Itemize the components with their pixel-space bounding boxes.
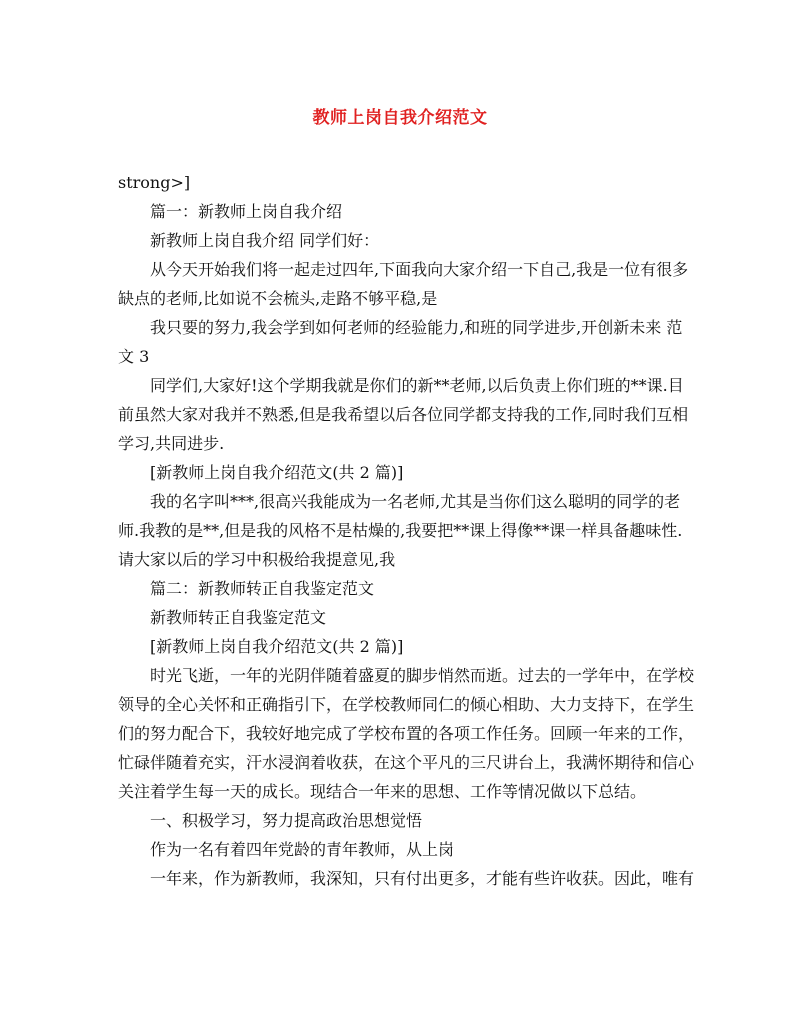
paragraph-line: 前虽然大家对我并不熟悉,但是我希望以后各位同学都支持我的工作,同时我们互相	[118, 405, 689, 424]
paragraph-line: 请大家以后的学习中积极给我提意见,我	[118, 550, 396, 569]
paragraph-line: 领导的全心关怀和正确指引下，在学校教师同仁的倾心相助、大力支持下，在学生	[118, 695, 695, 714]
paragraph-line: 时光飞逝，一年的光阴伴随着盛夏的脚步悄然而逝。过去的一学年中，在学校	[150, 666, 695, 685]
document-title: 教师上岗自我介绍范文	[312, 108, 488, 128]
paragraph-line: 们的努力配合下，我较好地完成了学校布置的各项工作任务。回顾一年来的工作，	[118, 724, 695, 743]
section-heading-2: 篇二：新教师转正自我鉴定范文	[150, 579, 375, 598]
paragraph-line: 从今天开始我们将一起走过四年,下面我向大家介绍一下自己,我是一位有很多	[150, 260, 689, 279]
paragraph-line: 关注着学生每一天的成长。现结合一年来的思想、工作等情况做以下总结。	[118, 782, 647, 801]
paragraph-line: 学习,共同进步.	[118, 434, 225, 453]
paragraph-line: 同学们,大家好!这个学期我就是你们的新**老师,以后负责上你们班的**课.目	[150, 376, 684, 395]
paragraph-line: 文 3	[118, 347, 150, 366]
paragraph-line: 作为一名有着四年党龄的青年教师，从上岗	[150, 840, 455, 859]
subsection-heading: 一、积极学习，努力提高政治思想觉悟	[150, 811, 423, 830]
bracket-title: [新教师上岗自我介绍范文(共 2 篇)]	[150, 463, 404, 482]
paragraph-line: 师.我教的是**,但是我的风格不是枯燥的,我要把**课上得像**课一样具备趣味性.	[118, 521, 683, 540]
text-line: 新教师转正自我鉴定范文	[150, 608, 327, 627]
text-line: 新教师上岗自我介绍 同学们好：	[150, 231, 380, 250]
paragraph-line: 缺点的老师,比如说不会梳头,走路不够平稳,是	[118, 289, 438, 308]
document-body	[118, 168, 695, 893]
section-heading-1: 篇一：新教师上岗自我介绍	[150, 202, 343, 221]
bracket-title: [新教师上岗自我介绍范文(共 2 篇)]	[150, 637, 404, 656]
text-line: strong>]	[118, 173, 191, 192]
paragraph-line: 忙碌伴随着充实，汗水浸润着收获，在这个平凡的三尺讲台上，我满怀期待和信心	[118, 753, 695, 772]
paragraph-line: 我只要的努力,我会学到如何老师的经验能力,和班的同学进步,开创新未来 范	[150, 318, 683, 337]
paragraph-line: 我的名字叫***,很高兴我能成为一名老师,尤其是当你们这么聪明的同学的老	[150, 492, 681, 511]
paragraph-line: 一年来，作为新教师，我深知，只有付出更多，才能有些许收获。因此，唯有	[150, 869, 695, 888]
